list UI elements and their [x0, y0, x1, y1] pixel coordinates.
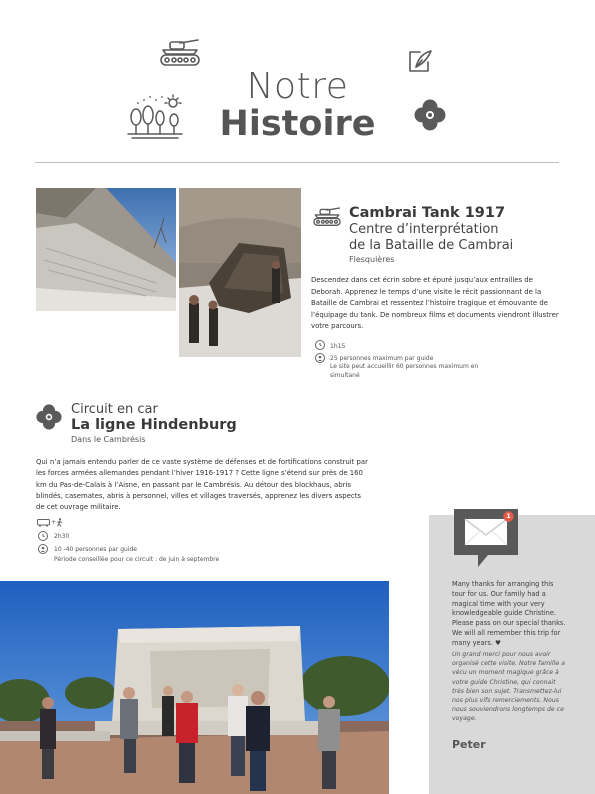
page-title-bold: Histoire — [219, 104, 376, 144]
page-title-light: Notre — [246, 66, 349, 107]
tank-icon — [311, 206, 343, 228]
cambrai-capacity: 25 personnes maximum par guide — [330, 355, 434, 362]
hindenburg-title: La ligne Hindenburg — [71, 417, 237, 433]
poppy-flower-icon — [36, 404, 62, 430]
cambrai-duration: 1h15 — [330, 343, 346, 350]
hindenburg-description: Qui n’a jamais entendu parler de ce vaste système de défenses et de fortifications construit par les forces armées allemandes pendant l’hiver 1916-1917 ? Cette ligne s’étend sur près de 160 km du Pas-de-Calais à l’Aisne, en passant par le Cambrésis. Au détour des blockhaus, abris blindés, casemates, abris à personnel, villes et villages traversés, apprenez les divers aspects de cet ouvrage militaire. — [36, 458, 368, 512]
cambrai-description: Descendez dans cet écrin sobre et épuré jusqu’aux entrailles de Deborah. Apprenez le temps d’une visite le récit passionnant de la Bataille de Cambrai et ressentez l’histoire tragique et émouvante de l’équipage du tank. De nombreux films et documents viendront illustrer votre parcours. — [311, 276, 559, 331]
notification-badge-count: 1 — [506, 512, 511, 520]
clock-icon — [315, 340, 325, 350]
person-group-icon — [38, 544, 48, 554]
testimonial-signature: Peter — [452, 738, 486, 751]
clock-icon — [38, 531, 48, 541]
hindenburg-capacity: 10 -40 personnes par guide — [54, 546, 137, 553]
hindenburg-location: Dans le Cambrésis — [71, 435, 146, 444]
cambrai-subtitle-line2: de la Bataille de Cambrai — [349, 238, 514, 253]
testimonial-text-en: Many thanks for arranging this tour for us. Our family had a magical time with your very knowledgeable guide Christine. Please pass on our special thanks. We will all remember this trip for many years. ♥ — [452, 580, 566, 647]
cambrai-location: Flesquières — [349, 255, 395, 264]
cambrai-capacity-note: Le site peut accueillir 60 personnes maximum en simultané — [330, 363, 479, 379]
cambrai-subtitle-line1: Centre d’interprétation — [349, 222, 499, 237]
hindenburg-memorial-group-photo — [0, 581, 389, 794]
header-divider — [35, 162, 559, 163]
hindenburg-duration: 2h30 — [54, 533, 70, 540]
bus-icon — [37, 519, 50, 527]
hindenburg-period: Période conseillée pour ce circuit : de juin à septembre — [54, 556, 220, 563]
testimonial-text-fr: Un grand merci pour nous avoir organisé cette visite. Notre famille a vécu un moment magique grâce à votre guide Christine, qui connait très bien son sujet. Transmettez-lui nos plus vifs remerciements. Nous nous souviendrons longtemps de ce voyage. — [452, 651, 565, 723]
hindenburg-pretitle: Circuit en car — [71, 402, 158, 417]
walking-person-icon — [56, 518, 63, 527]
tank-deborah-photo — [179, 188, 301, 357]
tank-icon — [158, 37, 202, 69]
cambrai-title: Cambrai Tank 1917 — [349, 205, 506, 221]
person-group-icon — [315, 353, 325, 363]
transport-plus: + — [51, 519, 57, 526]
memorial-wall-photo — [36, 188, 176, 311]
